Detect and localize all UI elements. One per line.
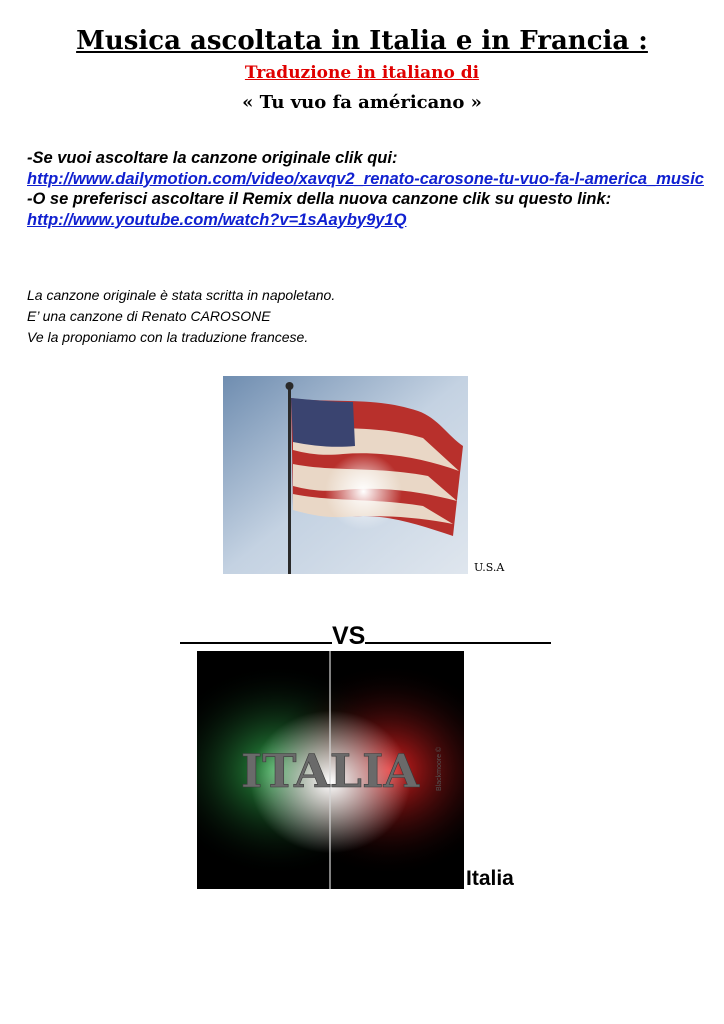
intro-line-3: Ve la proponiamo con la traduzione francese.	[27, 329, 309, 345]
vs-right-line	[365, 620, 551, 644]
usa-caption: U.S.A	[474, 561, 505, 574]
subtitle: Traduzione in italiano di	[244, 63, 480, 83]
intro-text	[27, 285, 627, 348]
vs-divider	[180, 620, 551, 651]
page-title: Musica ascoltata in Italia e in Francia :	[76, 26, 648, 56]
italia-image-text: ITALIA	[240, 744, 420, 798]
remix-text: -O se preferisci ascoltare il Remix della nuova canzone clik su questo link:	[27, 190, 612, 208]
song-title: « Tu vuo fa américano »	[242, 92, 482, 113]
intro-line-2: E’ una canzone di Renato CAROSONE	[27, 308, 271, 324]
links-block	[27, 148, 707, 230]
dailymotion-link[interactable]: http://www.dailymotion.com/video/xavqv2_renato-carosone-tu-vuo-fa-l-america_music	[27, 169, 704, 188]
vs-left-line	[180, 620, 332, 644]
youtube-link[interactable]: http://www.youtube.com/watch?v=1sAayby9y1Q	[27, 210, 407, 229]
italia-image	[197, 651, 464, 889]
vs-label: VS	[332, 622, 366, 650]
intro-line-1: La canzone originale è stata scritta in napoletano.	[27, 287, 336, 303]
italia-caption: Italia	[466, 867, 514, 890]
original-song-text: -Se vuoi ascoltare la canzone originale clik qui:	[27, 149, 398, 167]
usa-flag-image	[223, 376, 468, 574]
italia-watermark: Blackmoore ©	[436, 746, 443, 791]
